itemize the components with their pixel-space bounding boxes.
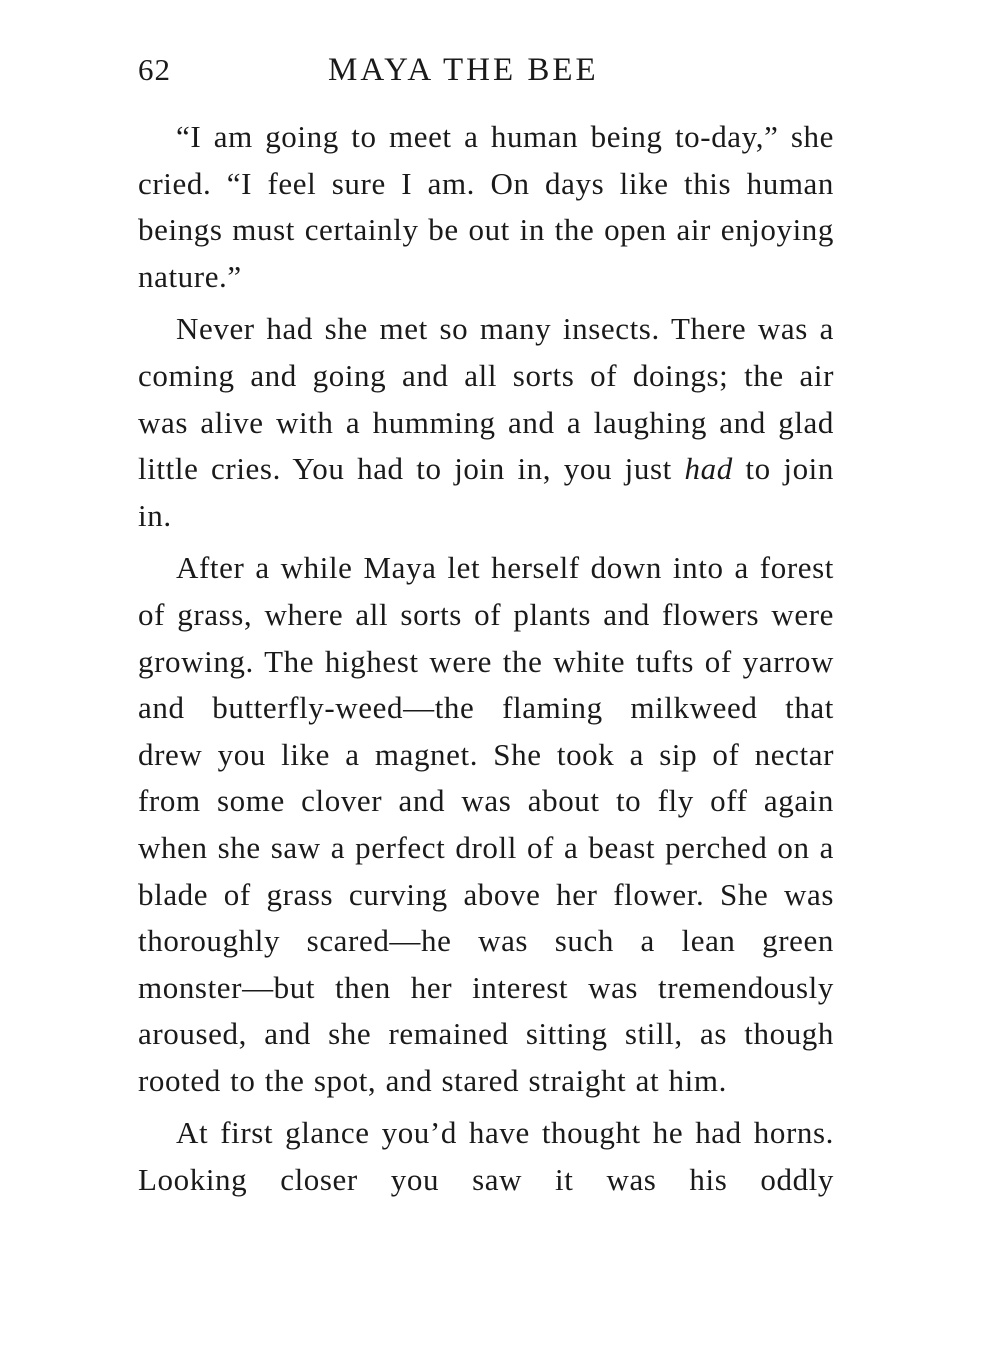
paragraph-1: “I am going to meet a human being to-day,” she cried. “I feel sure I am. On days like this human beings must certainly be out in the open air enjoying nature.” <box>138 119 834 294</box>
paragraph-4: At first glance you’d have thought he had horns. Looking closer you saw it was his oddly <box>138 1115 834 1198</box>
book-title: MAYA THE BEE <box>328 52 599 88</box>
paragraph-3: After a while Maya let herself down into a forest of grass, where all sorts of plants and flowers were growing. The highest were the white tufts of yarrow and butterfly-weed—the flaming milkweed that drew you like a magnet. She took a sip of nectar from some clover and was about to fly off again when she saw a perfect droll of a beast perched on a blade of grass curving above her flower. She was thoroughly scared—he was such a lean green monster—but then her interest was tremendously aroused, and she remained sitting still, as though rooted to the spot, and stared straight at him. <box>138 550 834 1098</box>
paragraph-2 <box>138 306 834 539</box>
body-text <box>138 114 834 1204</box>
paragraph-2-text-before: Never had she met so many insects. There was a coming and going and all sorts of doings; the air was alive with a humming and a laughing and glad little cries. You had to join in, you just <box>138 311 834 487</box>
paragraph-2-text-after: to join in. <box>138 451 834 533</box>
running-head <box>138 52 838 96</box>
page-number: 62 <box>138 52 171 87</box>
paragraph-2-emphasis: had <box>684 451 733 487</box>
